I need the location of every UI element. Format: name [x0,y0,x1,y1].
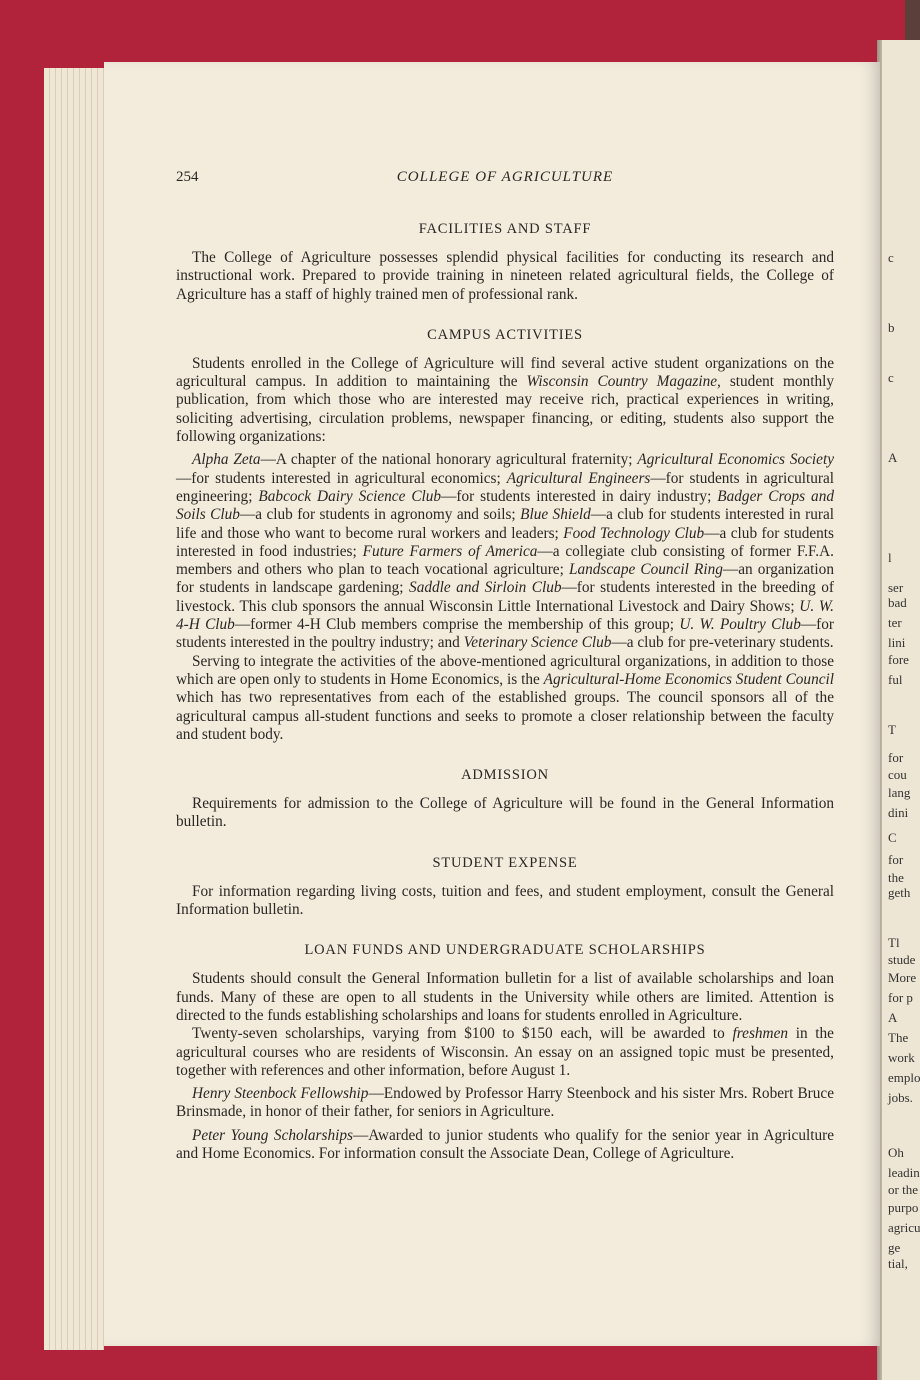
paragraph: Requirements for admission to the College of Agriculture will be found in the General Information bulletin. [176,795,834,831]
club-name: Saddle and Sirloin Club [409,579,562,597]
facing-page-fragment: for p [888,990,913,1005]
text-run: student monthly publication, from which those who are interested may receive rich, practical experiences in writing, soliciting advertising, circulation problems, newspaper financing, or editing, students also support the following organizations: [176,373,834,446]
club-description: —for students interested in agricultural economics; [176,469,507,487]
facing-page-fragment: geth [888,885,911,900]
heading-admission: ADMISSION [461,767,549,784]
facing-page-fragment: agricu [888,1220,920,1235]
scholarship-name: Peter Young Scholarships [192,1126,353,1144]
club-description: —a club for pre-veterinary students. [611,634,834,652]
facing-page-fragment: C [888,830,897,845]
club-name: Landscape Council Ring [568,561,723,579]
club-description: —A chapter of the national honorary agricultural fraternity; [260,451,638,469]
club-name: Agricultural Economics Society [637,451,834,469]
facing-page-fragment: the [888,870,904,885]
section-expense [176,854,834,920]
heading-loans: LOAN FUNDS AND UNDERGRADUATE SCHOLARSHIPS [304,942,706,959]
facing-page-fragment: stude [888,952,916,967]
running-head [176,168,834,192]
facing-page-fragment: dini [888,805,909,820]
text-run: Twenty-seven scholarships, varying from $100 to $150 each, will be awarded to [192,1025,733,1043]
section-campus [176,326,834,744]
facing-page-fragment: cou [888,767,907,782]
club-name: Future Farmers of America [362,542,538,560]
paragraph: Students should consult the General Information bulletin for a list of available scholarships and loan funds. Many of these are open to all students in the University while others are limited. Attention is directed to the funds establishing scholarships and loans for students enrolled in Agriculture. [176,970,834,1024]
facing-page-fragment: lang [888,785,911,800]
club-description: —for students interested in the breeding of livestock. This club sponsors the annual Wisconsin Little International Livestock and Dairy Shows; [176,579,835,615]
facing-page-fragment: for [888,852,904,867]
page-number: 254 [176,169,199,185]
facing-page-fragment: work [888,1050,915,1065]
paragraph [176,1127,834,1164]
facing-page-fragment: Oh [888,1145,904,1160]
club-name: U. W. 4-H Club [176,597,835,634]
facing-page-fragment: ser [888,580,904,595]
facing-page [882,40,920,1380]
club-description: —a club for students in agronomy and soils; [239,506,521,524]
emphasis: freshmen [732,1025,789,1043]
section-admission [176,766,834,832]
facing-page-fragment: c [888,370,894,385]
magazine-title: Wisconsin Country Magazine, [526,373,721,391]
text-run: Students enrolled in the College of Agriculture will find several active student organizations on the agricultural campus. In addition to maintaining the [176,354,834,391]
facing-page-fragment: purpo [888,1200,919,1215]
facing-page-fragment: ful [888,672,903,687]
paragraph [176,1085,834,1122]
club-name: Badger Crops and Soils Club [176,487,835,524]
text-run: —Awarded to junior students who qualify for the senior year in Agriculture and Home Economics. For information consult the Associate Dean, College of Agriculture. [176,1126,834,1162]
text-run: Serving to integrate the activities of the above-mentioned agricultural organizations, in addition to those which are open only to students in Home Economics, is the [176,652,834,688]
facing-page-fragment: lini [888,635,906,650]
fellowship-name: Henry Steenbock Fellowship [192,1085,369,1103]
facing-page-fragment: A [888,450,898,465]
heading-expense: STUDENT EXPENSE [432,854,578,871]
running-title: COLLEGE OF AGRICULTURE [396,169,614,185]
facing-page-fragment: for [888,750,904,765]
club-description: —for students interested in the poultry industry; and [176,616,834,652]
text-run: which has two representatives from each of the established groups. The council sponsors all of the agricultural campus all-student functions and seeks to promote a closer relationship between the faculty and student body. [176,689,834,743]
facing-page-fragment: c [888,250,894,265]
club-description: —former 4-H Club members comprise the membership of this group; [234,616,680,634]
paragraph: For information regarding living costs, tuition and fees, and student employment, consult the General Information bulletin. [176,882,834,919]
facing-page-fragment: More [888,970,917,985]
club-name: Food Technology Club [563,524,705,542]
heading-facilities: FACILITIES AND STAFF [418,221,592,237]
heading-campus: CAMPUS ACTIVITIES [427,326,583,343]
club-name: Blue Shield [520,506,591,524]
club-description: —a collegiate club consisting of former F.F.A. members and others who plan to teach vocational agriculture; [176,542,834,579]
facing-page-fragment: l [888,550,892,565]
facing-page-fragment: bad [888,595,907,610]
facing-page-fragment: b [888,320,895,335]
club-name: Agricultural Engineers [506,469,651,487]
facing-page-fragment: Tl [888,935,900,950]
club-description: —a club for students interested in food industries; [176,524,835,560]
page-content [176,168,834,1185]
facing-page-fragment: T [888,722,896,737]
club-name: Babcock Dairy Science Club [258,487,442,505]
club-description: —an organization for students in landscape gardening; [176,561,834,597]
paragraph [176,653,834,744]
facing-page-fragment: The [888,1030,909,1045]
paragraph: The College of Agriculture possesses splendid physical facilities for conducting its research and instructional work. Prepared to provide training in nineteen related agricultural fields, the College of Agriculture has a staff of highly trained men of professional rank. [176,249,834,303]
paragraph [176,1025,834,1080]
club-name: Alpha Zeta [192,451,261,469]
facing-page-fragment: jobs. [888,1090,913,1105]
section-loans [176,941,834,1163]
club-name: U. W. Poultry Club [679,616,801,634]
facing-page-fragment: emplo [888,1070,920,1085]
club-description: —a club for students interested in rural life and those who want to become rural workers and leaders; [176,506,835,542]
paragraph [176,355,834,446]
club-description: —for students in agricultural engineering; [176,469,835,505]
clubs-paragraph [176,451,834,652]
facing-page-fragment: ge tial, [888,1240,908,1271]
facing-page-fragment: fore [888,652,909,667]
facing-page-fragment: A [888,1010,898,1025]
facing-page-fragment: leadin [888,1165,920,1180]
facing-page-fragment: ter [888,615,902,630]
page-edges [44,68,104,1350]
text-run: —Endowed by Professor Harry Steenbock and his sister Mrs. Robert Bruce Brinsmade, in honor of their father, for seniors in Agriculture. [176,1085,834,1121]
section-facilities [176,220,834,304]
council-name: Agricultural-Home Economics Student Council [543,670,835,688]
club-description: —for students interested in dairy industry; [441,487,718,505]
club-name: Veterinary Science Club [463,634,612,652]
text-run: in the agricultural courses who are residents of Wisconsin. An essay on an assigned topic must be presented, together with references and other information, before August 1. [176,1025,834,1079]
facing-page-fragment: or the [888,1182,918,1197]
